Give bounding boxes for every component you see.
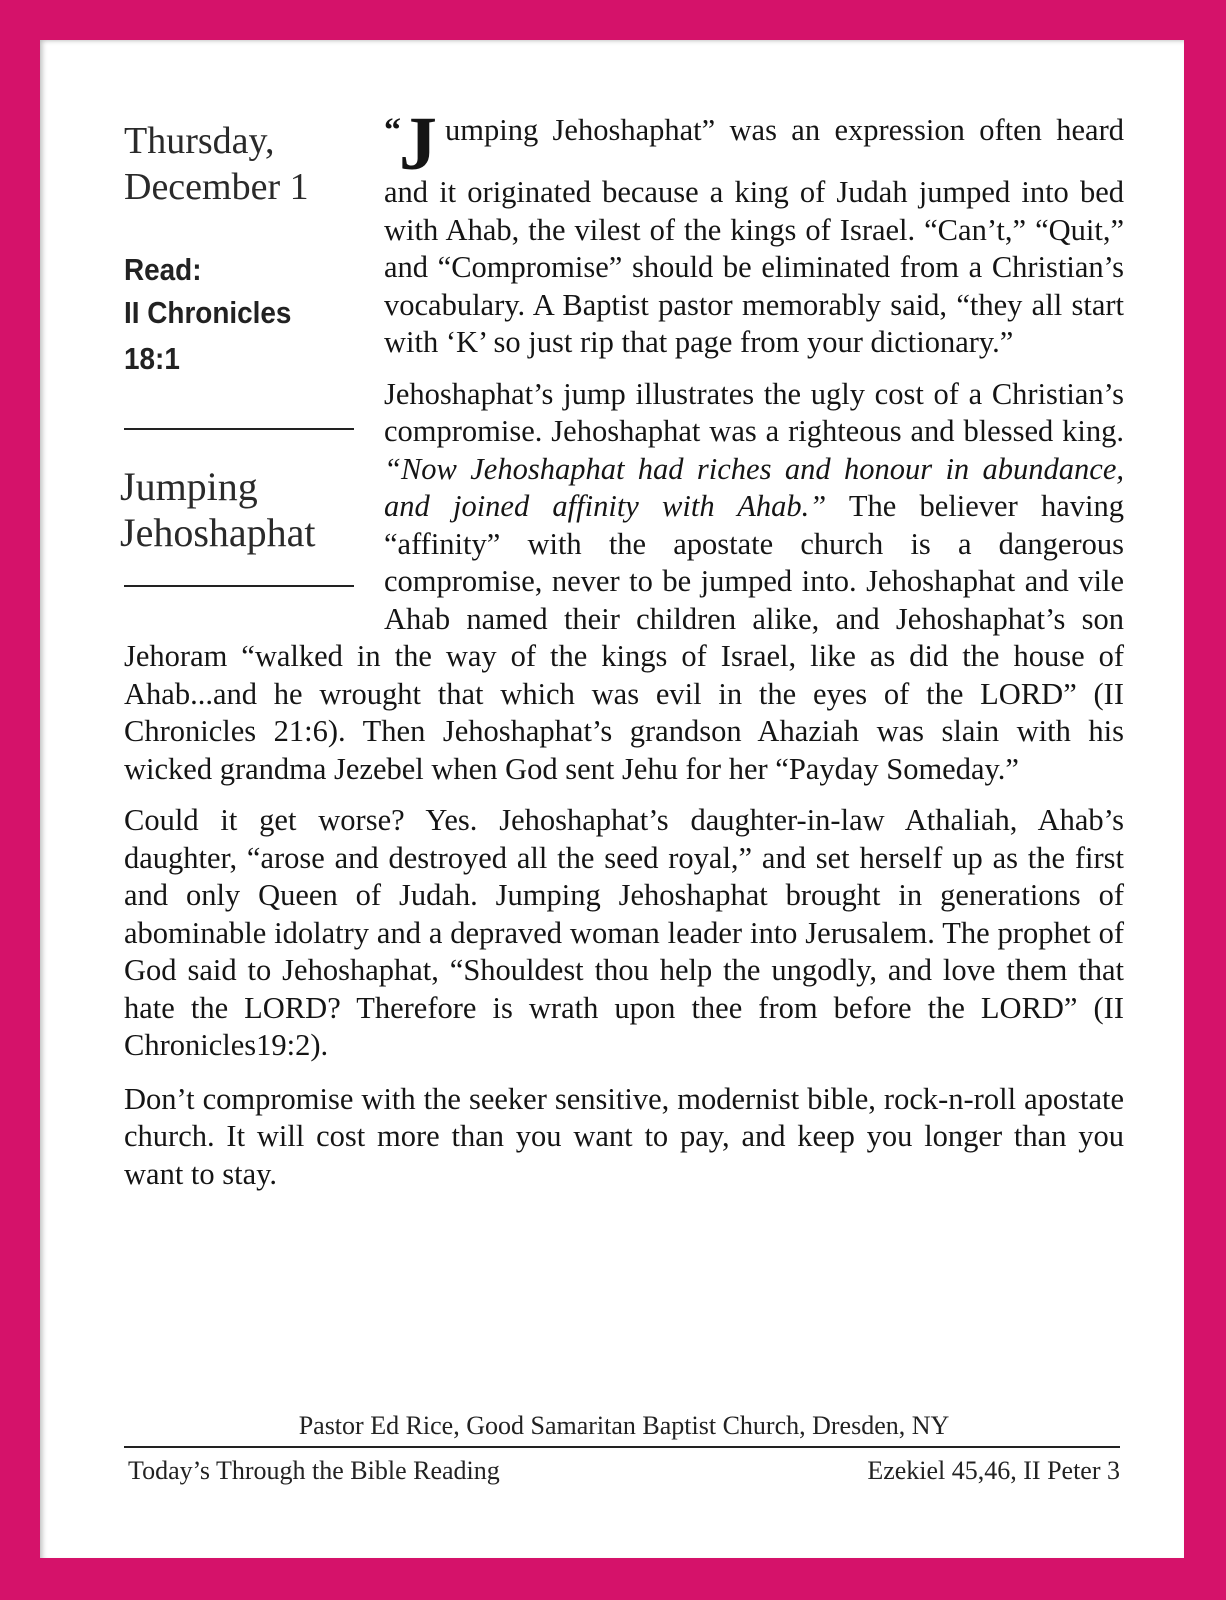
sidebar-spacer xyxy=(124,112,384,632)
read-heading: Read: xyxy=(124,252,202,287)
read-reference-line1: II Chronicles xyxy=(124,295,292,330)
devotional-page xyxy=(40,40,1184,1558)
paragraph-1-text: umping Jehoshaphat” was an expression often heard and it originated because a king of Judah jumped into bed with Ahab, the vilest of the kings of Israel. “Can’t,” “Quit,” and “Compromise” should be eliminated from a Christian’s vocabulary. A Baptist pastor memorably said, “they all start with ‘K’ so just rip that page from your dictionary.” xyxy=(384,113,1124,359)
footer-reading-reference: Ezekiel 45,46, II Peter 3 xyxy=(867,1456,1120,1485)
devotional-body xyxy=(124,102,1124,1193)
read-reference-line2: 18:1 xyxy=(124,341,180,376)
paragraph-3: Could it get worse? Yes. Jehoshaphat’s daughter-in-law Athaliah, Ahab’s daughter, “arose and destroyed all the seed royal,” and set herself up as the first and only Queen of Judah. Jumping Jehoshaphat brought in generations of abominable idolatry and a depraved woman leader into Jerusalem. The prophet of God said to Jehoshaphat, “Shouldest thou help the ungodly, and love them that hate the LORD? Therefore is wrath upon thee from before the LORD” (II Chronicles19:2). xyxy=(124,803,1124,1062)
drop-cap-letter: J xyxy=(399,102,437,186)
date-weekday: Thursday, xyxy=(124,120,275,162)
date-day: December 1 xyxy=(124,166,309,208)
title-line2: Jehoshaphat xyxy=(120,510,316,555)
opening-quote-mark: “ xyxy=(384,112,399,149)
footer-divider xyxy=(124,1446,1120,1448)
title-line1: Jumping xyxy=(120,464,258,509)
paragraph-2-text-b: The believer having “affinity” with the apostate church is a dangerous compromise, never to be jumped into. Jehoshaphat and vile Ahab named their children alike, and Jehoshaphat’s son Jehoram “walked in the way of the kings of Israel, like as did the house of Ahab...and he wrought that which was evil in the eyes of the LORD” (II Chronicles 21:6). Then Jehoshaphat’s grandson Ahaziah was slain with his wicked grandma Jezebel when God sent Jehu for her “Payday Someday.” xyxy=(124,489,1124,786)
footer-reading-label: Today’s Through the Bible Reading xyxy=(128,1456,500,1485)
paragraph-4: Don’t compromise with the seeker sensitive, modernist bible, rock-n-roll apostate church. It will cost more than you want to pay, and keep you longer than you want to stay. xyxy=(124,1081,1124,1191)
author-signature: Pastor Ed Rice, Good Samaritan Baptist Church, Dresden, NY xyxy=(298,1411,950,1440)
scripture-quote: “Now Jehoshaphat had riches and honour in abundance, and joined affinity with Ahab.” xyxy=(384,451,1124,523)
paragraph-2-text-a: Jehoshaphat’s jump illustrates the ugly cost of a Christian’s compromise. Jehoshaphat was a righteous and blessed king. xyxy=(384,376,1124,448)
